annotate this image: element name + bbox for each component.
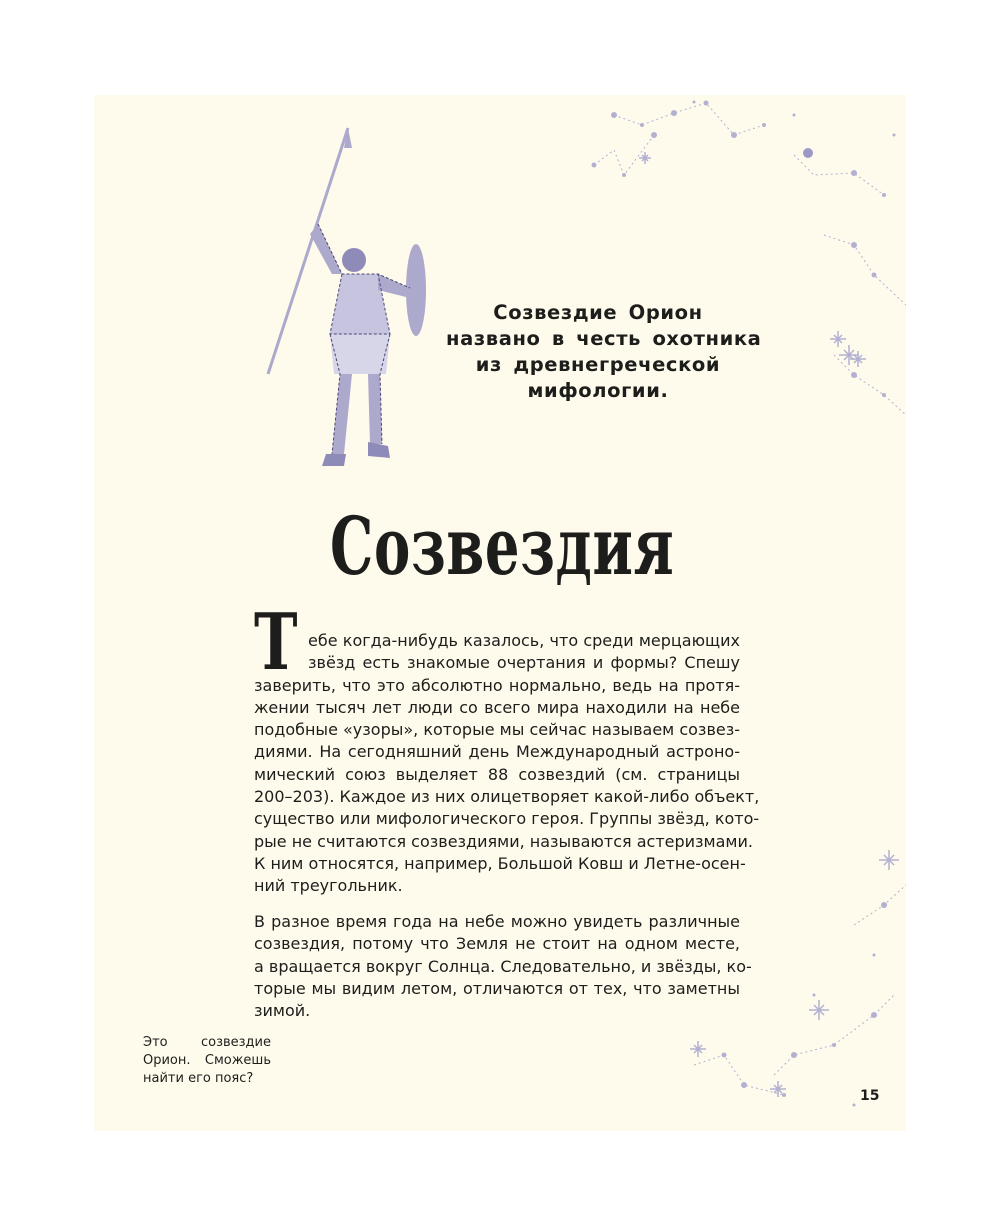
paragraph-line: а вращается вокруг Солнца. Следовательно, и звёзды, ко- [254, 956, 752, 976]
caption-top-line: из древнегреческой [475, 353, 721, 376]
paragraph-line: заверить, что это абсолютно нормально, ведь на протя- [254, 675, 740, 695]
paragraph-line: ебе когда-нибудь казалось, что среди мерцающих [308, 631, 740, 650]
caption-top-line: Созвездие Орион [493, 301, 703, 324]
page-number: 15 [860, 1088, 880, 1104]
side-caption-line: Орион. Сможешь [143, 1053, 271, 1068]
paragraph-line: К ним относятся, например, Большой Ковш и Летне-осен- [254, 853, 746, 873]
paragraph-line: рые не считаются созвездиями, называются астеризмами. [254, 831, 753, 851]
paragraph-line: диями. На сегодняшний день Международный астроно- [254, 742, 740, 762]
paragraph-line: торые мы видим летом, отличаются от тех, что заметны [254, 978, 740, 998]
side-caption-line: найти его пояс? [143, 1071, 254, 1086]
drop-cap: Т [254, 597, 298, 688]
paragraph-2 [254, 911, 752, 1022]
side-caption-line: Это созвездие [143, 1035, 271, 1050]
paragraph-line: мический союз выделяет 88 созвездий (см. страницы [254, 764, 740, 784]
paragraph-line: подобные «узоры», которые мы сейчас называем созвез- [254, 720, 740, 740]
paragraph-line: 200–203). Каждое из них олицетворяет какой-либо объект, [254, 787, 760, 807]
side-caption [143, 1034, 271, 1088]
paragraph-line: созвездия, потому что Земля не стоит на одном месте, [254, 934, 740, 954]
paragraph-line: звёзд есть знакомые очертания и формы? Спешу [308, 653, 740, 673]
paragraph-line: жении тысяч лет люди со всего мира находили на небе [254, 697, 740, 717]
paragraph-line: ний треугольник. [254, 876, 403, 896]
orion-warrior-illustration [260, 124, 440, 476]
caption-top-line: названо в честь охотника [446, 327, 762, 350]
page-title: Созвездия [330, 499, 675, 593]
paragraph-1 [254, 630, 760, 898]
paragraph-line: зимой. [254, 1001, 311, 1021]
paragraph-line: существо или мифологического героя. Группы звёзд, кото- [254, 809, 760, 829]
caption-top [446, 300, 762, 404]
paragraph-line: В разное время года на небе можно увидеть различные [254, 912, 740, 931]
caption-top-line: мифологии. [527, 379, 669, 402]
